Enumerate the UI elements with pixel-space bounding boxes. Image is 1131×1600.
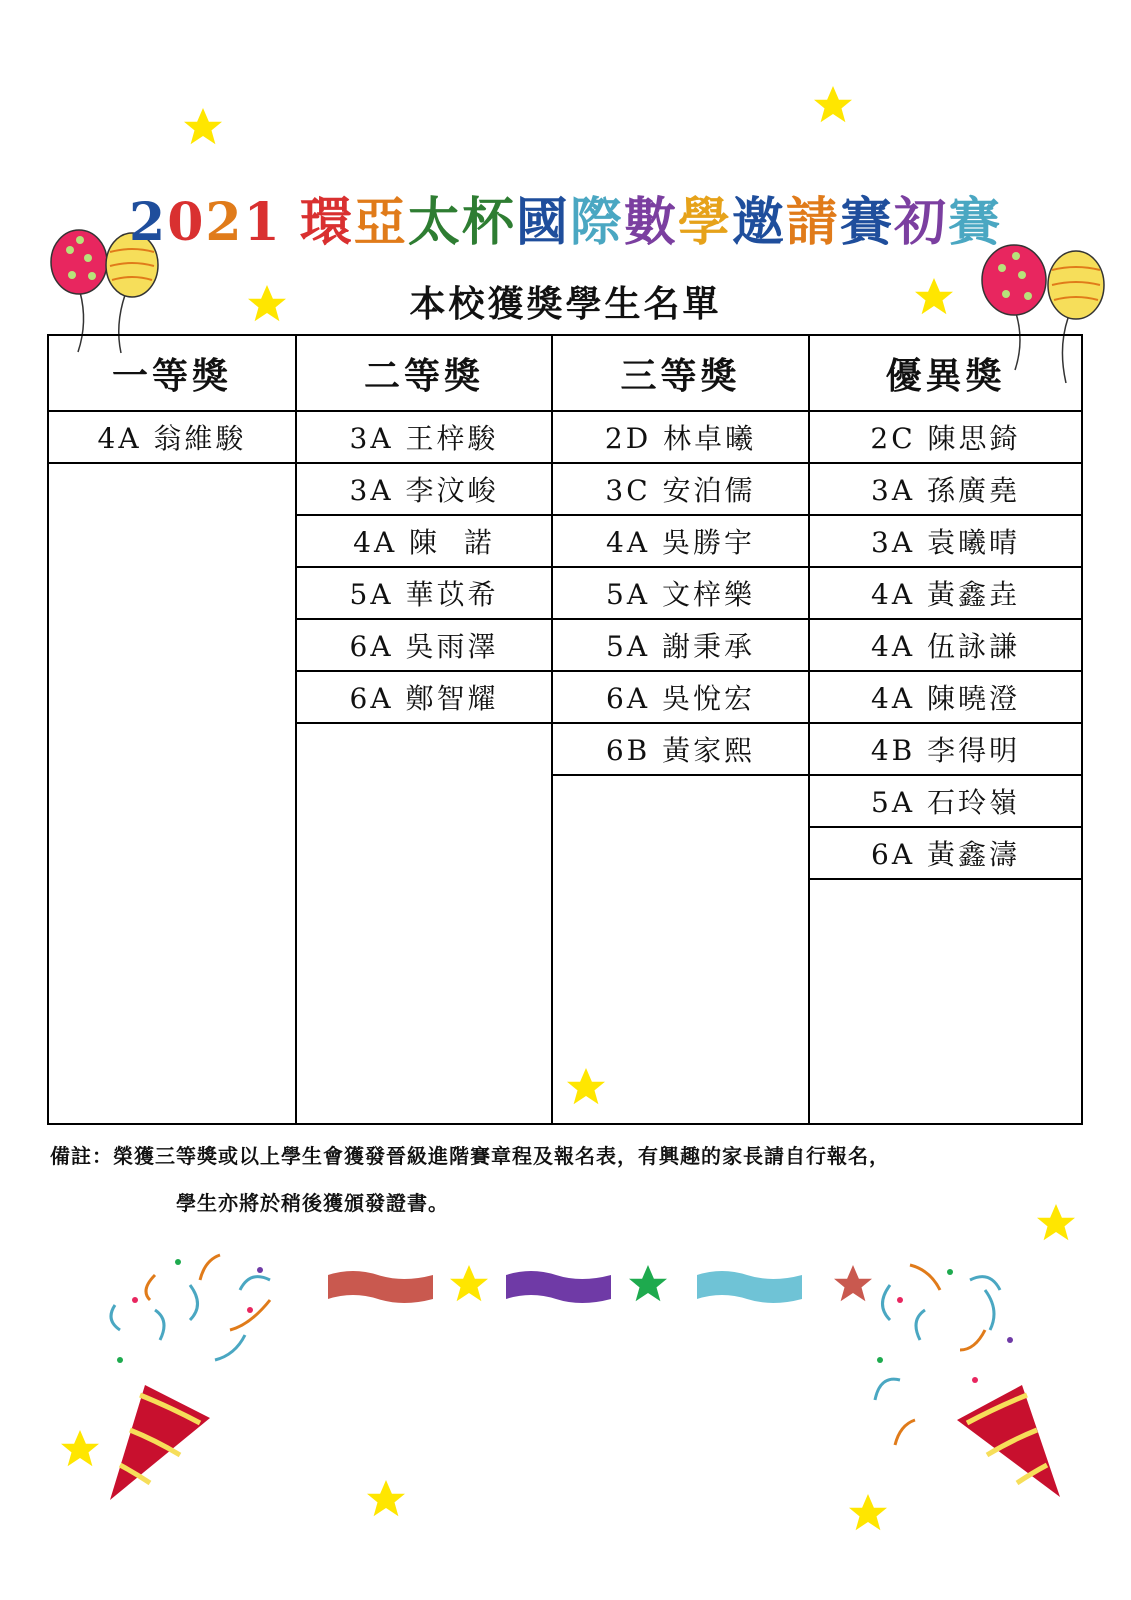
column-merit-award	[808, 336, 1081, 1123]
page-title	[0, 180, 1131, 255]
star-icon	[61, 1430, 99, 1466]
student-entry: 4A 伍詠謙	[810, 620, 1081, 672]
title-char: 1	[243, 192, 282, 253]
student-entry: 4A 陳 諾	[297, 516, 551, 568]
student-entry: 6B 黃家熙	[553, 724, 808, 776]
star-icon	[367, 1480, 405, 1516]
title-char: 賽	[947, 192, 1002, 253]
page-subtitle: 本校獲獎學生名單	[409, 283, 722, 325]
student-entry: 3A 王梓駿	[297, 412, 551, 464]
title-char: 0	[167, 192, 206, 253]
title-char: 太	[407, 192, 462, 253]
column-header: 優異獎	[810, 336, 1081, 412]
title-char: 初	[893, 192, 948, 253]
title-char: 請	[785, 192, 840, 253]
star-icon	[184, 108, 222, 144]
column-header: 二等獎	[297, 336, 551, 412]
student-entry: 2C 陳思錡	[810, 412, 1081, 464]
title-char: 賽	[839, 192, 894, 253]
student-entry: 4A 黃鑫垚	[810, 568, 1081, 620]
student-entry: 3A 袁曦晴	[810, 516, 1081, 568]
student-entry: 6A 鄭智耀	[297, 672, 551, 724]
star-icon	[834, 1265, 872, 1301]
student-entry: 5A 文梓樂	[553, 568, 808, 620]
student-entry: 3A 孫廣堯	[810, 464, 1081, 516]
student-entry: 4A 吳勝宇	[553, 516, 808, 568]
column-header: 一等獎	[49, 336, 295, 412]
star-icon	[814, 86, 852, 122]
title-char: 數	[623, 192, 678, 253]
student-entry: 4A 陳曉澄	[810, 672, 1081, 724]
column-third-prize	[551, 336, 808, 1123]
title-char: 邀	[731, 192, 786, 253]
student-entry: 6A 吳雨澤	[297, 620, 551, 672]
title-char: 杯	[461, 192, 516, 253]
student-entry: 5A 華苡希	[297, 568, 551, 620]
star-icon	[629, 1265, 667, 1301]
student-entry: 5A 謝秉承	[553, 620, 808, 672]
student-entry: 4A 翁維駿	[49, 412, 295, 464]
awards-table	[47, 334, 1083, 1125]
student-entry: 4B 李得明	[810, 724, 1081, 776]
title-char: 亞	[353, 192, 408, 253]
column-first-prize	[49, 336, 295, 1123]
star-icon	[849, 1494, 887, 1530]
title-char: 2	[129, 192, 168, 253]
column-second-prize	[295, 336, 551, 1123]
title-char: 2	[205, 192, 244, 253]
student-entry: 5A 石玲嶺	[810, 776, 1081, 828]
student-entry: 6A 黃鑫濤	[810, 828, 1081, 880]
student-entry: 6A 吳悅宏	[553, 672, 808, 724]
note-line-1: 備註：榮獲三等獎或以上學生會獲發晉級進階賽章程及報名表，有興趣的家長請自行報名，	[50, 1144, 890, 1168]
note-line-2: 學生亦將於稍後獲頒發證書。	[176, 1191, 449, 1215]
ribbon-stripe-blue	[697, 1271, 802, 1303]
student-entry: 3A 李汶峻	[297, 464, 551, 516]
title-char: 學	[677, 192, 732, 253]
star-icon	[450, 1265, 488, 1301]
title-char: 際	[569, 192, 624, 253]
student-entry: 2D 林卓曦	[553, 412, 808, 464]
title-char: 國	[515, 192, 570, 253]
ribbon-stripe-purple	[506, 1271, 611, 1303]
column-header: 三等獎	[553, 336, 808, 412]
title-char: 環	[299, 192, 354, 253]
ribbon-stripe-red	[328, 1271, 433, 1303]
party-popper-right-icon	[875, 1265, 1060, 1497]
party-popper-left-icon	[110, 1255, 270, 1500]
star-icon	[1037, 1204, 1075, 1240]
student-entry: 3C 安泊儒	[553, 464, 808, 516]
